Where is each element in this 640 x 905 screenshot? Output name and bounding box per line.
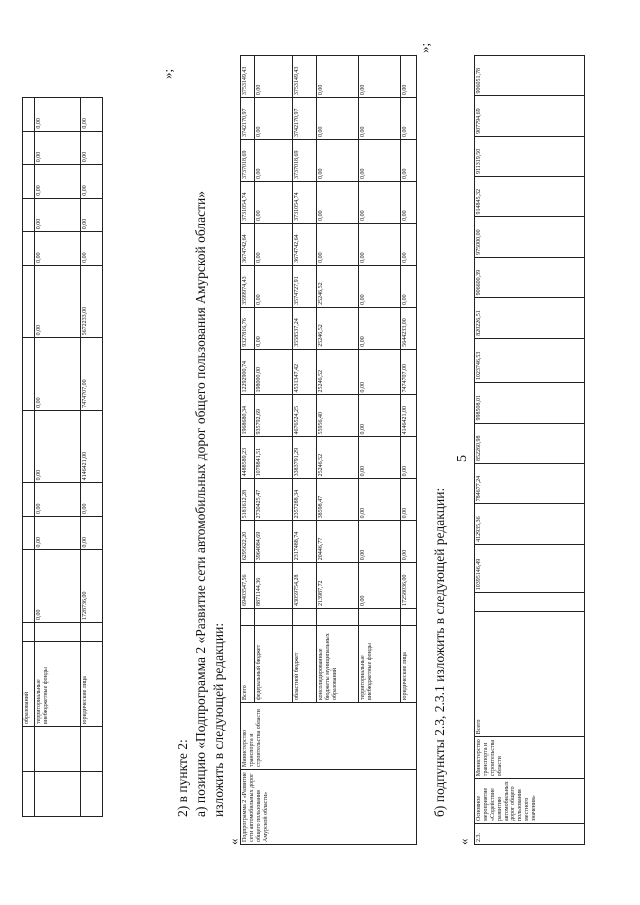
event-table bbox=[474, 55, 585, 845]
value-cell: 17258036,00 bbox=[401, 563, 417, 609]
empty-cell bbox=[293, 609, 317, 626]
value-cell: 0,00 bbox=[35, 131, 81, 165]
row-label: юридические лица bbox=[401, 626, 417, 703]
value-cell: 0,00 bbox=[401, 265, 417, 307]
value-cell: 0,00 bbox=[81, 516, 103, 550]
value-cell: 3731054,74 bbox=[293, 181, 317, 223]
value-cell: 0,00 bbox=[81, 483, 103, 517]
value-cell: 3742170,97 bbox=[241, 98, 255, 140]
value-cell: 998508,01 bbox=[475, 383, 585, 423]
row-label: Всего bbox=[475, 612, 585, 737]
value-cell: 0,00 bbox=[401, 56, 417, 98]
closing-quote-top: »; bbox=[160, 68, 175, 79]
table-row bbox=[475, 56, 585, 845]
value-cell: 0,00 bbox=[359, 349, 401, 395]
value-cell: 2357288,34 bbox=[293, 479, 317, 521]
value-cell: 4146421,00 bbox=[401, 395, 417, 437]
value-cell: 3753149,43 bbox=[241, 56, 255, 98]
empty-cell bbox=[35, 772, 81, 817]
value-cell bbox=[23, 338, 35, 411]
value-cell: 2317488,74 bbox=[293, 521, 317, 563]
value-cell bbox=[23, 483, 35, 517]
value-cell: 852260,98 bbox=[475, 423, 585, 463]
row-label: Всего bbox=[241, 626, 255, 703]
value-cell: 820226,51 bbox=[475, 298, 585, 338]
event-number: 2.3. bbox=[475, 824, 585, 845]
value-cell: 0,00 bbox=[317, 140, 359, 182]
value-cell: 0,00 bbox=[255, 140, 293, 182]
value-cell: 6295622,20 bbox=[241, 521, 255, 563]
value-cell: 3964084,69 bbox=[255, 521, 293, 563]
value-cell: 907794,69 bbox=[475, 96, 585, 136]
value-cell: 4146421,00 bbox=[81, 410, 103, 483]
empty-cell bbox=[23, 623, 35, 642]
value-cell: 198000,00 bbox=[255, 349, 293, 395]
value-cell: 0,00 bbox=[81, 131, 103, 165]
value-cell: 0,00 bbox=[35, 265, 81, 338]
table-row bbox=[35, 98, 81, 817]
row-label: областной бюджет bbox=[293, 626, 317, 703]
value-cell: 3737018,69 bbox=[241, 140, 255, 182]
empty-cell bbox=[35, 623, 81, 642]
empty-cell bbox=[23, 772, 35, 817]
point2-b: б) подпункты 2.3, 2.3.1 изложить в следующей редакции: bbox=[432, 487, 447, 817]
value-cell: 0,00 bbox=[35, 98, 81, 132]
value-cell: 3753149,43 bbox=[293, 56, 317, 98]
value-cell: 3558537,24 bbox=[293, 307, 317, 349]
value-cell: 0,00 bbox=[35, 338, 81, 411]
value-cell: 0,00 bbox=[401, 223, 417, 265]
point2-a-line2: изложить в следующей редакции: bbox=[211, 622, 226, 817]
top-table bbox=[22, 97, 103, 817]
value-cell: 0,00 bbox=[81, 198, 103, 232]
value-cell: 0,00 bbox=[401, 181, 417, 223]
empty-cell bbox=[81, 727, 103, 772]
value-cell: 0,00 bbox=[359, 395, 401, 437]
value-cell bbox=[23, 165, 35, 199]
value-cell: 0,00 bbox=[255, 56, 293, 98]
value-cell: 0,00 bbox=[401, 437, 417, 479]
value-cell: 0,00 bbox=[81, 232, 103, 266]
value-cell: 3674742,64 bbox=[241, 223, 255, 265]
value-cell bbox=[23, 550, 35, 623]
event-name: Основное мероприятие «Содействие развитию автомобильных дорог общего пользования местного значения» bbox=[475, 779, 585, 824]
executor: Министерство транспорта и строительства области bbox=[241, 703, 417, 770]
value-cell: 784677,24 bbox=[475, 463, 585, 503]
value-cell: 38598,47 bbox=[317, 479, 359, 521]
value-cell: 25246,52 bbox=[317, 307, 359, 349]
empty-cell bbox=[81, 623, 103, 642]
value-cell: 0,00 bbox=[359, 223, 401, 265]
value-cell: 5181612,28 bbox=[241, 479, 255, 521]
table-row bbox=[81, 98, 103, 817]
value-cell: 0,00 bbox=[255, 98, 293, 140]
value-cell: 1728736,00 bbox=[81, 550, 103, 623]
value-cell: 7474707,00 bbox=[81, 338, 103, 411]
empty-cell bbox=[255, 609, 293, 626]
value-cell: 3737018,69 bbox=[293, 140, 317, 182]
value-cell: 0,00 bbox=[401, 140, 417, 182]
value-cell: 69403547,56 bbox=[241, 563, 255, 609]
empty-cell bbox=[359, 609, 401, 626]
value-cell: 3599974,43 bbox=[241, 265, 255, 307]
row-label: юридические лица bbox=[81, 642, 103, 727]
open-quote-b: « bbox=[456, 838, 471, 845]
value-cell: 0,00 bbox=[317, 56, 359, 98]
value-cell: 0,00 bbox=[35, 198, 81, 232]
value-cell: 914845,32 bbox=[475, 177, 585, 217]
page-number: 5 bbox=[455, 455, 470, 462]
value-cell: 0,00 bbox=[35, 410, 81, 483]
value-cell: 0,00 bbox=[359, 140, 401, 182]
row-label: территориальные внебюджетные фонды bbox=[35, 642, 81, 727]
value-cell: 10395146,49 bbox=[475, 544, 585, 592]
value-cell: 8871144,36 bbox=[255, 563, 293, 609]
value-cell: 0,00 bbox=[401, 98, 417, 140]
table-row bbox=[23, 98, 35, 817]
value-cell: 0,00 bbox=[317, 223, 359, 265]
value-cell: 25246,52 bbox=[317, 437, 359, 479]
value-cell: 1968680,34 bbox=[241, 395, 255, 437]
value-cell: 3731054,74 bbox=[241, 181, 255, 223]
row-label: образований bbox=[23, 642, 35, 727]
value-cell: 4531347,42 bbox=[293, 349, 317, 395]
value-cell: 0,00 bbox=[359, 563, 401, 609]
empty-cell bbox=[401, 609, 417, 626]
value-cell: 0,00 bbox=[81, 165, 103, 199]
value-cell: 0,00 bbox=[359, 437, 401, 479]
value-cell: 2730425,47 bbox=[255, 479, 293, 521]
empty-cell bbox=[475, 593, 585, 612]
table-row bbox=[241, 56, 255, 845]
row-label: консолидированные бюджеты муниципальных образований bbox=[317, 626, 359, 703]
value-cell: 412935,36 bbox=[475, 504, 585, 544]
value-cell bbox=[23, 98, 35, 132]
value-cell: 25246,52 bbox=[317, 265, 359, 307]
point2-heading: 2) в пункте 2: bbox=[175, 739, 190, 817]
value-cell: 55956,40 bbox=[317, 395, 359, 437]
value-cell: 12292900,74 bbox=[241, 349, 255, 395]
value-cell: 0,00 bbox=[401, 479, 417, 521]
closing-quote-mid: »; bbox=[417, 42, 432, 53]
value-cell: 906051,78 bbox=[475, 56, 585, 97]
value-cell: 0,00 bbox=[255, 265, 293, 307]
value-cell bbox=[23, 265, 35, 338]
value-cell: 3742170,97 bbox=[293, 98, 317, 140]
empty-cell bbox=[35, 727, 81, 772]
value-cell bbox=[23, 198, 35, 232]
empty-cell bbox=[81, 772, 103, 817]
value-cell: 7474707,00 bbox=[401, 349, 417, 395]
value-cell bbox=[23, 516, 35, 550]
value-cell: 0,00 bbox=[255, 223, 293, 265]
row-label: федеральный бюджет bbox=[255, 626, 293, 703]
value-cell: 4676524,25 bbox=[293, 395, 317, 437]
value-cell: 25246,52 bbox=[317, 349, 359, 395]
value-cell: 0,00 bbox=[359, 56, 401, 98]
subprogram-table bbox=[240, 55, 417, 845]
empty-cell bbox=[23, 727, 35, 772]
value-cell: 0,00 bbox=[317, 98, 359, 140]
value-cell bbox=[23, 232, 35, 266]
empty-cell bbox=[317, 609, 359, 626]
value-cell: 0,00 bbox=[359, 307, 401, 349]
subprogram-name: Подпрограмма 2 «Развитие сети автомобильных дорог общего пользования Амурской области» bbox=[241, 770, 417, 845]
value-cell: 1078841,51 bbox=[255, 437, 293, 479]
executor: Министерство транспорта и строительства области bbox=[475, 737, 585, 779]
value-cell: 20446,77 bbox=[317, 521, 359, 563]
value-cell: 0,00 bbox=[35, 550, 81, 623]
value-cell: 3674742,64 bbox=[293, 223, 317, 265]
value-cell: 43059754,28 bbox=[293, 563, 317, 609]
value-cell: 0,00 bbox=[359, 265, 401, 307]
value-cell: 0,00 bbox=[35, 165, 81, 199]
value-cell: 0,00 bbox=[255, 181, 293, 223]
value-cell: 5644233,00 bbox=[401, 307, 417, 349]
row-label: территориальные внебюджетные фонды bbox=[359, 626, 401, 703]
open-quote: « bbox=[226, 838, 241, 845]
value-cell: 0,00 bbox=[255, 307, 293, 349]
value-cell: 0,00 bbox=[401, 521, 417, 563]
value-cell: 0,00 bbox=[81, 98, 103, 132]
value-cell: 1023746,53 bbox=[475, 338, 585, 382]
value-cell: 3574727,91 bbox=[293, 265, 317, 307]
value-cell: 0,00 bbox=[35, 516, 81, 550]
value-cell: 0,00 bbox=[359, 479, 401, 521]
value-cell: 935792,69 bbox=[255, 395, 293, 437]
value-cell: 0,00 bbox=[359, 181, 401, 223]
value-cell: 3383791,29 bbox=[293, 437, 317, 479]
value-cell: 0,00 bbox=[359, 98, 401, 140]
value-cell bbox=[23, 410, 35, 483]
value-cell: 911319,50 bbox=[475, 136, 585, 176]
value-cell: 9327816,76 bbox=[241, 307, 255, 349]
value-cell bbox=[23, 131, 35, 165]
value-cell: 906600,39 bbox=[475, 257, 585, 297]
value-cell: 4488589,23 bbox=[241, 437, 255, 479]
value-cell: 975000,00 bbox=[475, 217, 585, 257]
value-cell: 0,00 bbox=[35, 232, 81, 266]
value-cell: 5672233,00 bbox=[81, 265, 103, 338]
value-cell: 0,00 bbox=[35, 483, 81, 517]
value-cell: 213987,72 bbox=[317, 563, 359, 609]
value-cell: 0,00 bbox=[359, 521, 401, 563]
point2-a-line1: а) позицию «Подпрограмма 2 «Развитие сети автомобильных дорог общего пользования Амурской области» bbox=[193, 191, 208, 817]
empty-cell bbox=[241, 609, 255, 626]
value-cell: 0,00 bbox=[317, 181, 359, 223]
